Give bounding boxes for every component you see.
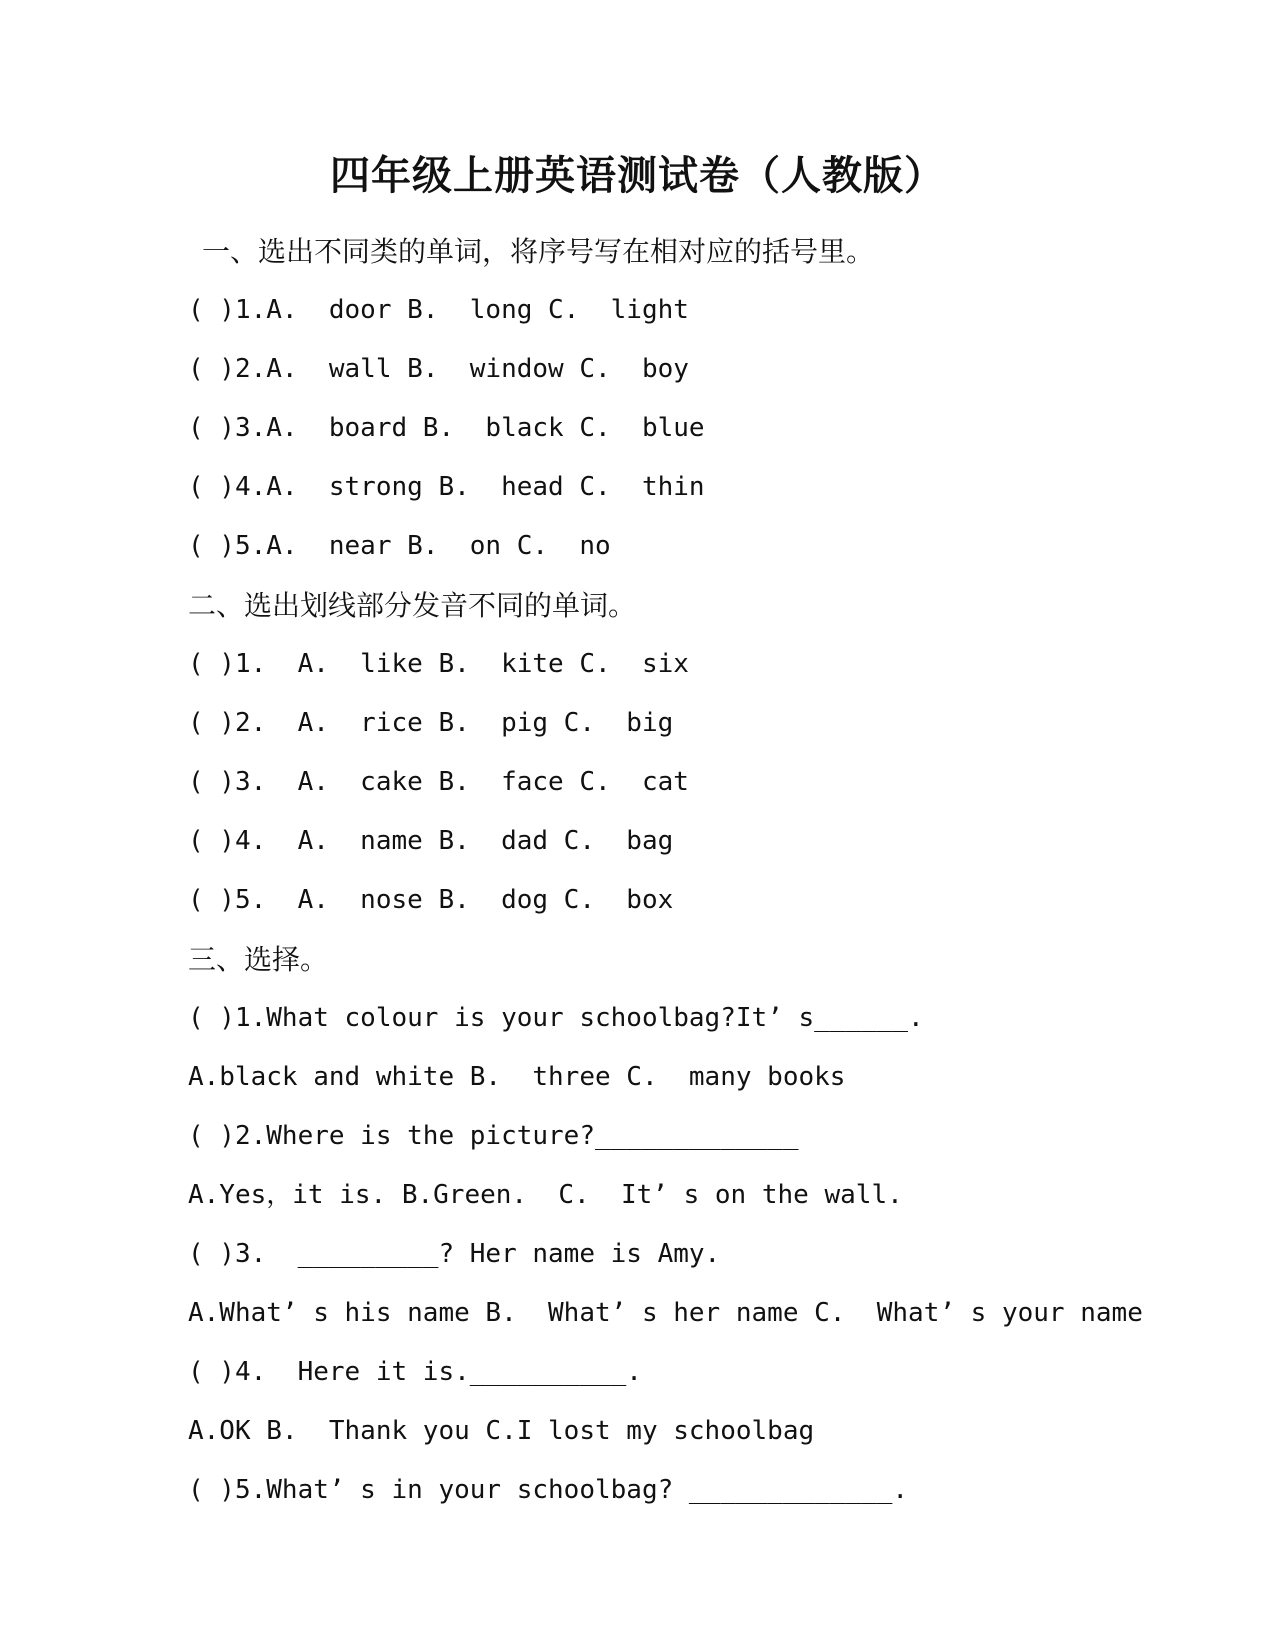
- answer-options-line: A.Yes，it is. B.Green. C. It’ s on the wall.: [188, 1180, 903, 1210]
- answer-options-line: A.black and white B. three C. many books: [188, 1062, 846, 1092]
- question-line: ( )3. _________? Her name is Amy.: [188, 1239, 721, 1269]
- question-line: ( )2. A. rice B. pig C. big: [188, 708, 674, 738]
- question-line: ( )5.What’ s in your schoolbag? _____________.: [188, 1475, 909, 1505]
- question-line: ( )2.Where is the picture?_____________: [188, 1121, 799, 1151]
- question-line: ( )1.A. door B. long C. light: [188, 295, 689, 325]
- question-line: ( )4.A. strong B. head C. thin: [188, 472, 705, 502]
- question-line: ( )2.A. wall B. window C. boy: [188, 354, 689, 384]
- page-title: 四年级上册英语测试卷（人教版）: [330, 153, 945, 199]
- question-line: ( )3. A. cake B. face C. cat: [188, 767, 689, 797]
- question-line: ( )5. A. nose B. dog C. box: [188, 885, 674, 915]
- question-line: ( )1. A. like B. kite C. six: [188, 649, 689, 679]
- answer-options-line: A.OK B. Thank you C.I lost my schoolbag: [188, 1416, 815, 1446]
- question-line: ( )1.What colour is your schoolbag?It’ s______.: [188, 1003, 924, 1033]
- question-line: ( )4. A. name B. dad C. bag: [188, 826, 674, 856]
- section-1-heading: 一、选出不同类的单词，将序号写在相对应的括号里。: [202, 235, 875, 268]
- question-line: ( )5.A. near B. on C. no: [188, 531, 611, 561]
- answer-options-line: A.What’ s his name B. What’ s her name C. What’ s your name: [188, 1298, 1143, 1328]
- section-3-heading: 三、选择。: [188, 943, 329, 976]
- worksheet-content: [188, 222, 1188, 1520]
- question-line: ( )3.A. board B. black C. blue: [188, 413, 705, 443]
- question-line: ( )4. Here it is.__________.: [188, 1357, 642, 1387]
- section-2-heading: 二、选出划线部分发音不同的单词。: [188, 589, 637, 622]
